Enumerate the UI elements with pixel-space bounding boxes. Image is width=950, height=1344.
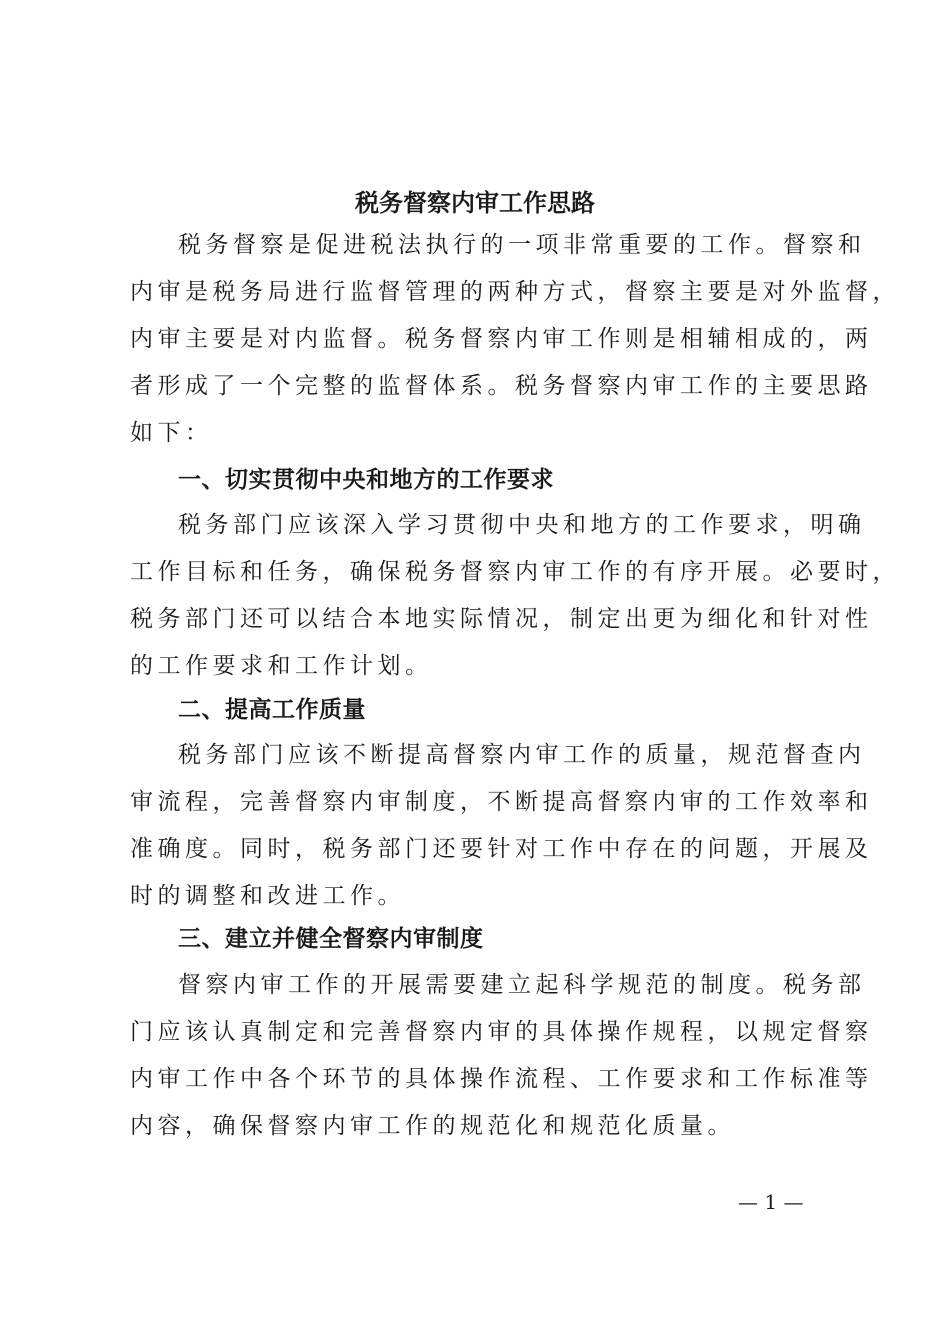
section-2-paragraph: [130, 732, 873, 920]
section-3-paragraph: [130, 962, 873, 1150]
paragraph-line: 内审是税务局进行监督管理的两种方式，督察主要是对外监督，: [130, 279, 900, 305]
paragraph-line: 税务部门应该深入学习贯彻中央和地方的工作要求，明确: [178, 512, 866, 538]
paragraph-line: 税务督察是促进税法执行的一项非常重要的工作。督察和: [178, 232, 866, 258]
paragraph-line: 督察内审工作的开展需要建立起科学规范的制度。税务部: [178, 972, 866, 998]
page-number: — 1 —: [738, 1190, 804, 1214]
paragraph-line: 税务部门应该不断提高督察内审工作的质量，规范督查内: [178, 742, 866, 768]
paragraph-line: 工作目标和任务，确保税务督察内审工作的有序开展。必要时，: [130, 559, 900, 585]
paragraph-line: 的工作要求和工作计划。: [130, 653, 433, 679]
paragraph-line: 审流程，完善督察内审制度，不断提高督察内审的工作效率和: [130, 789, 873, 815]
document-title: 税务督察内审工作思路: [355, 188, 595, 217]
paragraph-line: 税务部门还可以结合本地实际情况，制定出更为细化和针对性: [130, 606, 873, 632]
section-1-heading: 一、切实贯彻中央和地方的工作要求: [178, 467, 554, 493]
section-1-paragraph: [130, 502, 900, 690]
section-2-heading: 二、提高工作质量: [178, 697, 366, 723]
paragraph-line: 时的调整和改进工作。: [130, 883, 405, 909]
paragraph-line: 门应该认真制定和完善督察内审的具体操作规程，以规定督察: [130, 1019, 873, 1045]
paragraph-line: 内容，确保督察内审工作的规范化和规范化质量。: [130, 1113, 735, 1139]
paragraph-line: 准确度。同时，税务部门还要针对工作中存在的问题，开展及: [130, 836, 873, 862]
section-3-heading: 三、建立并健全督察内审制度: [178, 926, 484, 952]
paragraph-line: 内审工作中各个环节的具体操作流程、工作要求和工作标准等: [130, 1066, 873, 1092]
paragraph-line: 如下：: [130, 420, 213, 446]
paragraph-line: 者形成了一个完整的监督体系。税务督察内审工作的主要思路: [130, 373, 873, 399]
intro-paragraph: [130, 222, 900, 457]
paragraph-line: 内审主要是对内监督。税务督察内审工作则是相辅相成的，两: [130, 326, 873, 352]
